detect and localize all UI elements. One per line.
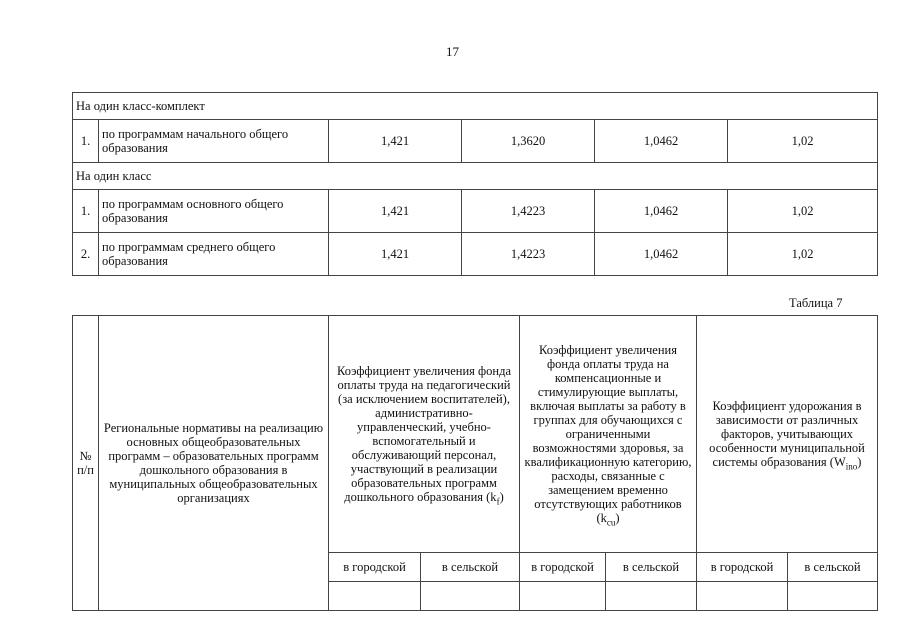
header-kf-end: ) [499,490,504,504]
section-title-class-complex: На один класс-комплект [73,93,878,120]
section-title-class: На один класс [73,163,878,190]
table-row [73,120,878,163]
row-value-3: 1,0462 [595,233,728,276]
row-value-4: 1,02 [728,190,878,233]
header-coefficient-kcu [520,316,697,553]
row-description: по программам начального общего образования [99,120,329,163]
header-w-subscript: ino [845,461,858,472]
row-value-1: 1,421 [329,233,462,276]
subheader-urban: в городской [520,553,606,582]
row-value-3: 1,0462 [595,190,728,233]
header-kf-text: Коэффициент увеличения фонда оплаты труда на педагогический (за исключением воспитателей), административно-управленческий, учебно-вспомогательный и обслуживающий персонал, участвующий в реализации образовательных программ дошкольного образования (k [336,364,512,504]
row-value-1: 1,421 [329,190,462,233]
row-number: 1. [73,190,99,233]
subheader-rural: в сельской [606,553,697,582]
row-value-4: 1,02 [728,120,878,163]
header-regional-norms: Региональные нормативы на реализацию основных общеобразовательных программ – образовательных программ дошкольного образования в муниципальных общеобразовательных организациях [99,316,329,611]
row-number: 1. [73,120,99,163]
table-7 [72,315,878,611]
row-description: по программам среднего общего образования [99,233,329,276]
header-kf-subscript: f [496,496,500,507]
coefficients-table [72,92,878,276]
subheader-urban: в городской [329,553,421,582]
empty-cell [329,582,421,611]
subheader-rural: в сельской [788,553,878,582]
header-kcu-end: ) [615,511,620,525]
page-number: 17 [446,44,459,59]
table-row [73,190,878,233]
header-kcu-text: Коэффициент увеличения фонда оплаты труда на компенсационные и стимулирующие выплаты, включая выплаты за работу в группах для обучающихся с ограниченными возможностями здоровья, за квалификационную категорию, расходы, связанные с замещением временно отсутствующих работников (k [524,343,692,525]
header-w-text: Коэффициент удорожания в зависимости от различных факторов, учитывающих особенности муниципальной системы образования (W [709,399,865,469]
empty-cell [606,582,697,611]
row-value-3: 1,0462 [595,120,728,163]
subheader-urban: в городской [697,553,788,582]
row-value-2: 1,4223 [462,233,595,276]
table-row [73,233,878,276]
row-number: 2. [73,233,99,276]
table-caption: Таблица 7 [789,296,843,310]
row-description: по программам основного общего образования [99,190,329,233]
row-value-4: 1,02 [728,233,878,276]
empty-cell [697,582,788,611]
empty-cell [520,582,606,611]
header-coefficient-kf [329,316,520,553]
header-row-number: № п/п [73,316,99,611]
row-value-2: 1,3620 [462,120,595,163]
header-w-end: ) [857,455,862,469]
header-coefficient-w [697,316,878,553]
empty-cell [421,582,520,611]
subheader-rural: в сельской [421,553,520,582]
row-value-2: 1,4223 [462,190,595,233]
row-value-1: 1,421 [329,120,462,163]
empty-cell [788,582,878,611]
header-kcu-subscript: сu [606,517,616,528]
